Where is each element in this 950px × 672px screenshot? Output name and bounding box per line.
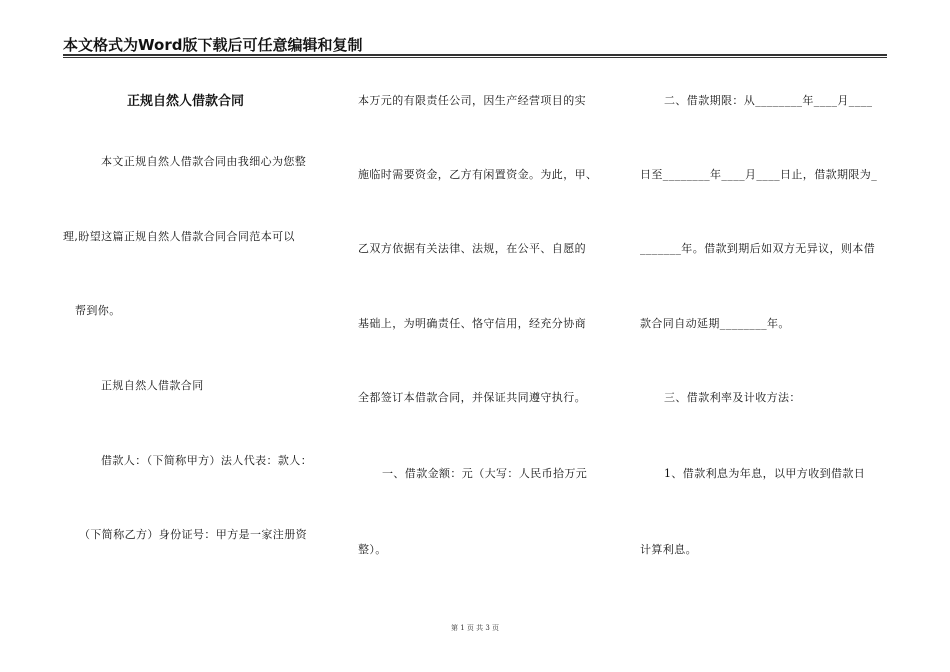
paragraph-line: （下简称乙方）身份证号：甲方是一家注册资	[79, 528, 307, 541]
paragraph-line: 施临时需要资金，乙方有闲置资金。为此，甲、	[358, 168, 598, 181]
paragraph-line: 全都签订本借款合同，并保证共同遵守执行。	[358, 391, 586, 404]
paragraph-line: 本万元的有限责任公司，因生产经营项目的实	[358, 94, 586, 107]
paragraph-line: 本文正规自然人借款合同由我细心为您整	[101, 155, 307, 168]
paragraph-line: _______年。借款到期后如双方无异议，则本借	[640, 242, 876, 255]
page-number: 第 1 页 共 3 页	[450, 624, 500, 632]
document-header: 本文格式为Word版下载后可任意编辑和复制	[63, 36, 363, 54]
paragraph-line: 日至________年____月____日止，借款期限为_	[640, 168, 878, 181]
paragraph-line: 一、借款金额：元（大写：人民币拾万元	[382, 467, 588, 480]
paragraph-line: 帮到你。	[75, 304, 121, 317]
paragraph-line: 理,盼望这篇正规自然人借款合同合同范本可以	[63, 230, 295, 243]
text-column-3	[640, 0, 890, 672]
document-title: 正规自然人借款合同	[127, 94, 245, 109]
paragraph-line: 计算利息。	[640, 543, 697, 556]
paragraph-line: 款合同自动延期________年。	[640, 317, 790, 330]
paragraph-line: 基础上，为明确责任、恪守信用，经充分协商	[358, 317, 586, 330]
paragraph-line: 正规自然人借款合同	[101, 379, 204, 392]
text-column-2	[358, 0, 618, 672]
paragraph-line: 二、借款期限：从________年____月____	[664, 94, 873, 107]
paragraph-line: 借款人：（下简称甲方）法人代表：款人：	[101, 454, 313, 467]
paragraph-line: 乙双方依据有关法律、法规，在公平、自愿的	[358, 242, 586, 255]
text-column-1	[63, 0, 333, 672]
paragraph-line: 1、借款利息为年息，以甲方收到借款日	[664, 467, 866, 480]
paragraph-line: 三、借款利率及计收方法：	[664, 391, 801, 404]
paragraph-line: 整）。	[358, 543, 387, 556]
